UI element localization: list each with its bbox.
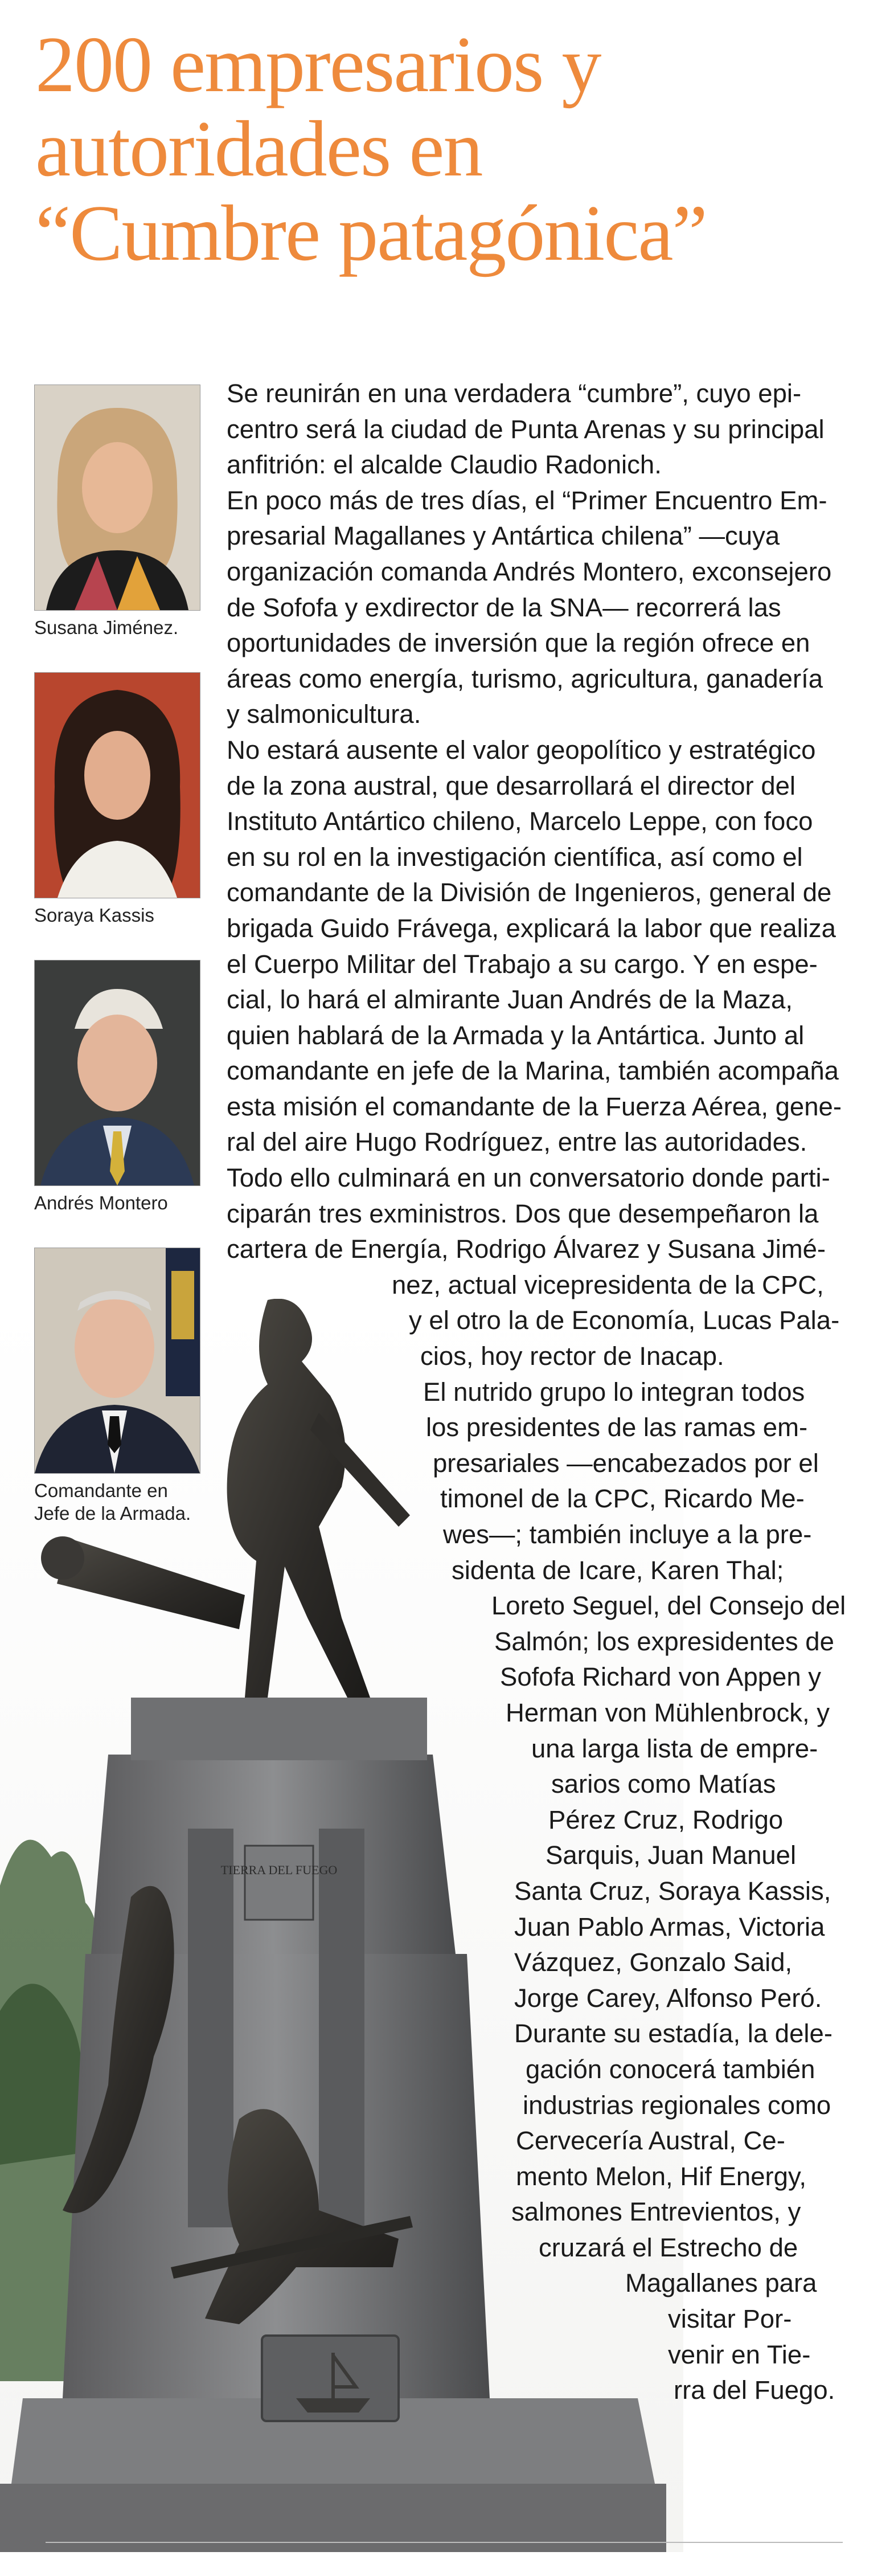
text-line: venir en Tie-: [668, 2340, 811, 2369]
headline-line: autoridades en: [35, 105, 482, 193]
photo-figure: [34, 960, 200, 1215]
text-line: Sofofa Richard von Appen y: [500, 1662, 822, 1692]
text-line: los presidentes de las ramas em-: [426, 1413, 808, 1442]
text-line: Cervecería Austral, Ce-: [516, 2126, 785, 2156]
text-line: Juan Pablo Armas, Victoria: [514, 1912, 825, 1941]
text-line: timonel de la CPC, Ricardo Me-: [440, 1484, 805, 1514]
text-line: salmones Entrevientos, y: [511, 2197, 801, 2227]
text-line: sidenta de Icare, Karen Thal;: [452, 1555, 784, 1585]
text-line: Instituto Antártico chileno, Marcelo Leppe, con foco: [227, 807, 813, 836]
text-line: el Cuerpo Militar del Trabajo a su cargo. Y en espe-: [227, 949, 818, 979]
portrait-photo: [34, 960, 200, 1186]
text-line: cruzará el Estrecho de: [539, 2232, 798, 2262]
text-line: presarial Magallanes y Antártica chilena” —cuya: [227, 521, 780, 551]
text-line: organización comanda Andrés Montero, exconsejero: [227, 557, 832, 586]
text-line: Todo ello culminará en un conversatorio donde parti-: [227, 1163, 830, 1193]
text-line: de la zona austral, que desarrollará el director del: [227, 771, 796, 800]
text-line: Magallanes para: [625, 2268, 817, 2298]
text-line: áreas como energía, turismo, agricultura, ganadería: [227, 664, 823, 693]
text-line: una larga lista de empre-: [531, 1733, 818, 1763]
photo-figure: [34, 385, 200, 639]
text-line: esta misión el comandante de la Fuerza Aérea, gene-: [227, 1091, 842, 1121]
text-line: anfitrión: el alcalde Claudio Radonich.: [227, 450, 662, 480]
text-line: comandante de la División de Ingenieros, general de: [227, 878, 832, 907]
text-line: comandante en jefe de la Marina, también acompaña: [227, 1056, 839, 1086]
headline-line: 200 empresarios y: [35, 21, 601, 109]
text-line: mento Melon, Hif Energy,: [516, 2161, 806, 2191]
photo-caption: Andrés Montero: [34, 1192, 168, 1213]
text-line: Pérez Cruz, Rodrigo: [548, 1805, 784, 1834]
portrait-photo: [34, 1248, 200, 1474]
text-line: Herman von Mühlenbrock, y: [506, 1698, 830, 1727]
text-line: cial, lo hará el almirante Juan Andrés de la Maza,: [227, 985, 793, 1015]
text-line: ciparán tres exministros. Dos que desempeñaron la: [227, 1199, 819, 1228]
text-line: Loreto Seguel, del Consejo del: [491, 1591, 846, 1621]
portrait-photo: [34, 672, 200, 898]
text-line: quien hablará de la Armada y la Antártica. Junto al: [227, 1020, 805, 1050]
text-line: Durante su estadía, la dele-: [514, 2019, 833, 2048]
text-line: oportunidades de inversión que la región ofrece en: [227, 628, 810, 658]
headline-line: “Cumbre patagónica”: [35, 189, 707, 277]
text-line: visitar Por-: [668, 2304, 792, 2334]
photo-figure: [34, 672, 200, 927]
text-line: industrias regionales como: [523, 2090, 831, 2120]
text-line: ral del aire Hugo Rodríguez, entre las autoridades.: [227, 1127, 807, 1157]
text-line: En poco más de tres días, el “Primer Encuentro Em-: [227, 485, 827, 515]
text-line: de Sofofa y exdirector de la SNA— recorrerá las: [227, 592, 781, 622]
text-line: Salmón; los expresidentes de: [494, 1626, 834, 1656]
text-line: El nutrido grupo lo integran todos: [423, 1377, 805, 1406]
text-line: centro será la ciudad de Punta Arenas y su principal: [227, 414, 825, 444]
text-line: Se reunirán en una verdadera “cumbre”, cuyo epi-: [227, 379, 802, 408]
article-body: [227, 376, 862, 2409]
plaque-text: TIERRA DEL FUEGO: [220, 1863, 338, 1877]
bottom-rule: [46, 2542, 843, 2543]
text-line: Sarquis, Juan Manuel: [546, 1841, 797, 1870]
text-line: y el otro la de Economía, Lucas Pala-: [409, 1306, 840, 1335]
text-line: gación conocerá también: [526, 2054, 815, 2084]
text-line: cios, hoy rector de Inacap.: [420, 1342, 724, 1371]
photo-caption: Comandante en Jefe de la Armada.: [34, 1480, 191, 1524]
text-line: presariales —encabezados por el: [433, 1448, 819, 1478]
text-line: y salmonicultura.: [227, 700, 421, 729]
headline: [35, 23, 867, 276]
text-line: rra del Fuego.: [674, 2375, 835, 2405]
text-line: nez, actual vicepresidenta de la CPC,: [392, 1270, 824, 1299]
text-line: Vázquez, Gonzalo Said,: [514, 1948, 793, 1977]
photo-caption: Susana Jiménez.: [34, 617, 179, 638]
text-line: en su rol en la investigación científica, así como el: [227, 842, 803, 872]
photo-figure: [34, 1248, 205, 1525]
photo-caption: Soraya Kassis: [34, 905, 154, 926]
text-line: No estará ausente el valor geopolítico y estratégico: [227, 735, 816, 764]
text-line: Santa Cruz, Soraya Kassis,: [514, 1876, 831, 1906]
text-line: sarios como Matías: [551, 1769, 776, 1799]
text-line: Jorge Carey, Alfonso Peró.: [514, 1983, 822, 2013]
text-line: wes—; también incluye a la pre-: [443, 1520, 812, 1549]
text-line: brigada Guido Frávega, explicará la labor que realiza: [227, 913, 836, 943]
text-line: cartera de Energía, Rodrigo Álvarez y Susana Jimé-: [227, 1234, 826, 1264]
portrait-photo: [34, 385, 200, 611]
